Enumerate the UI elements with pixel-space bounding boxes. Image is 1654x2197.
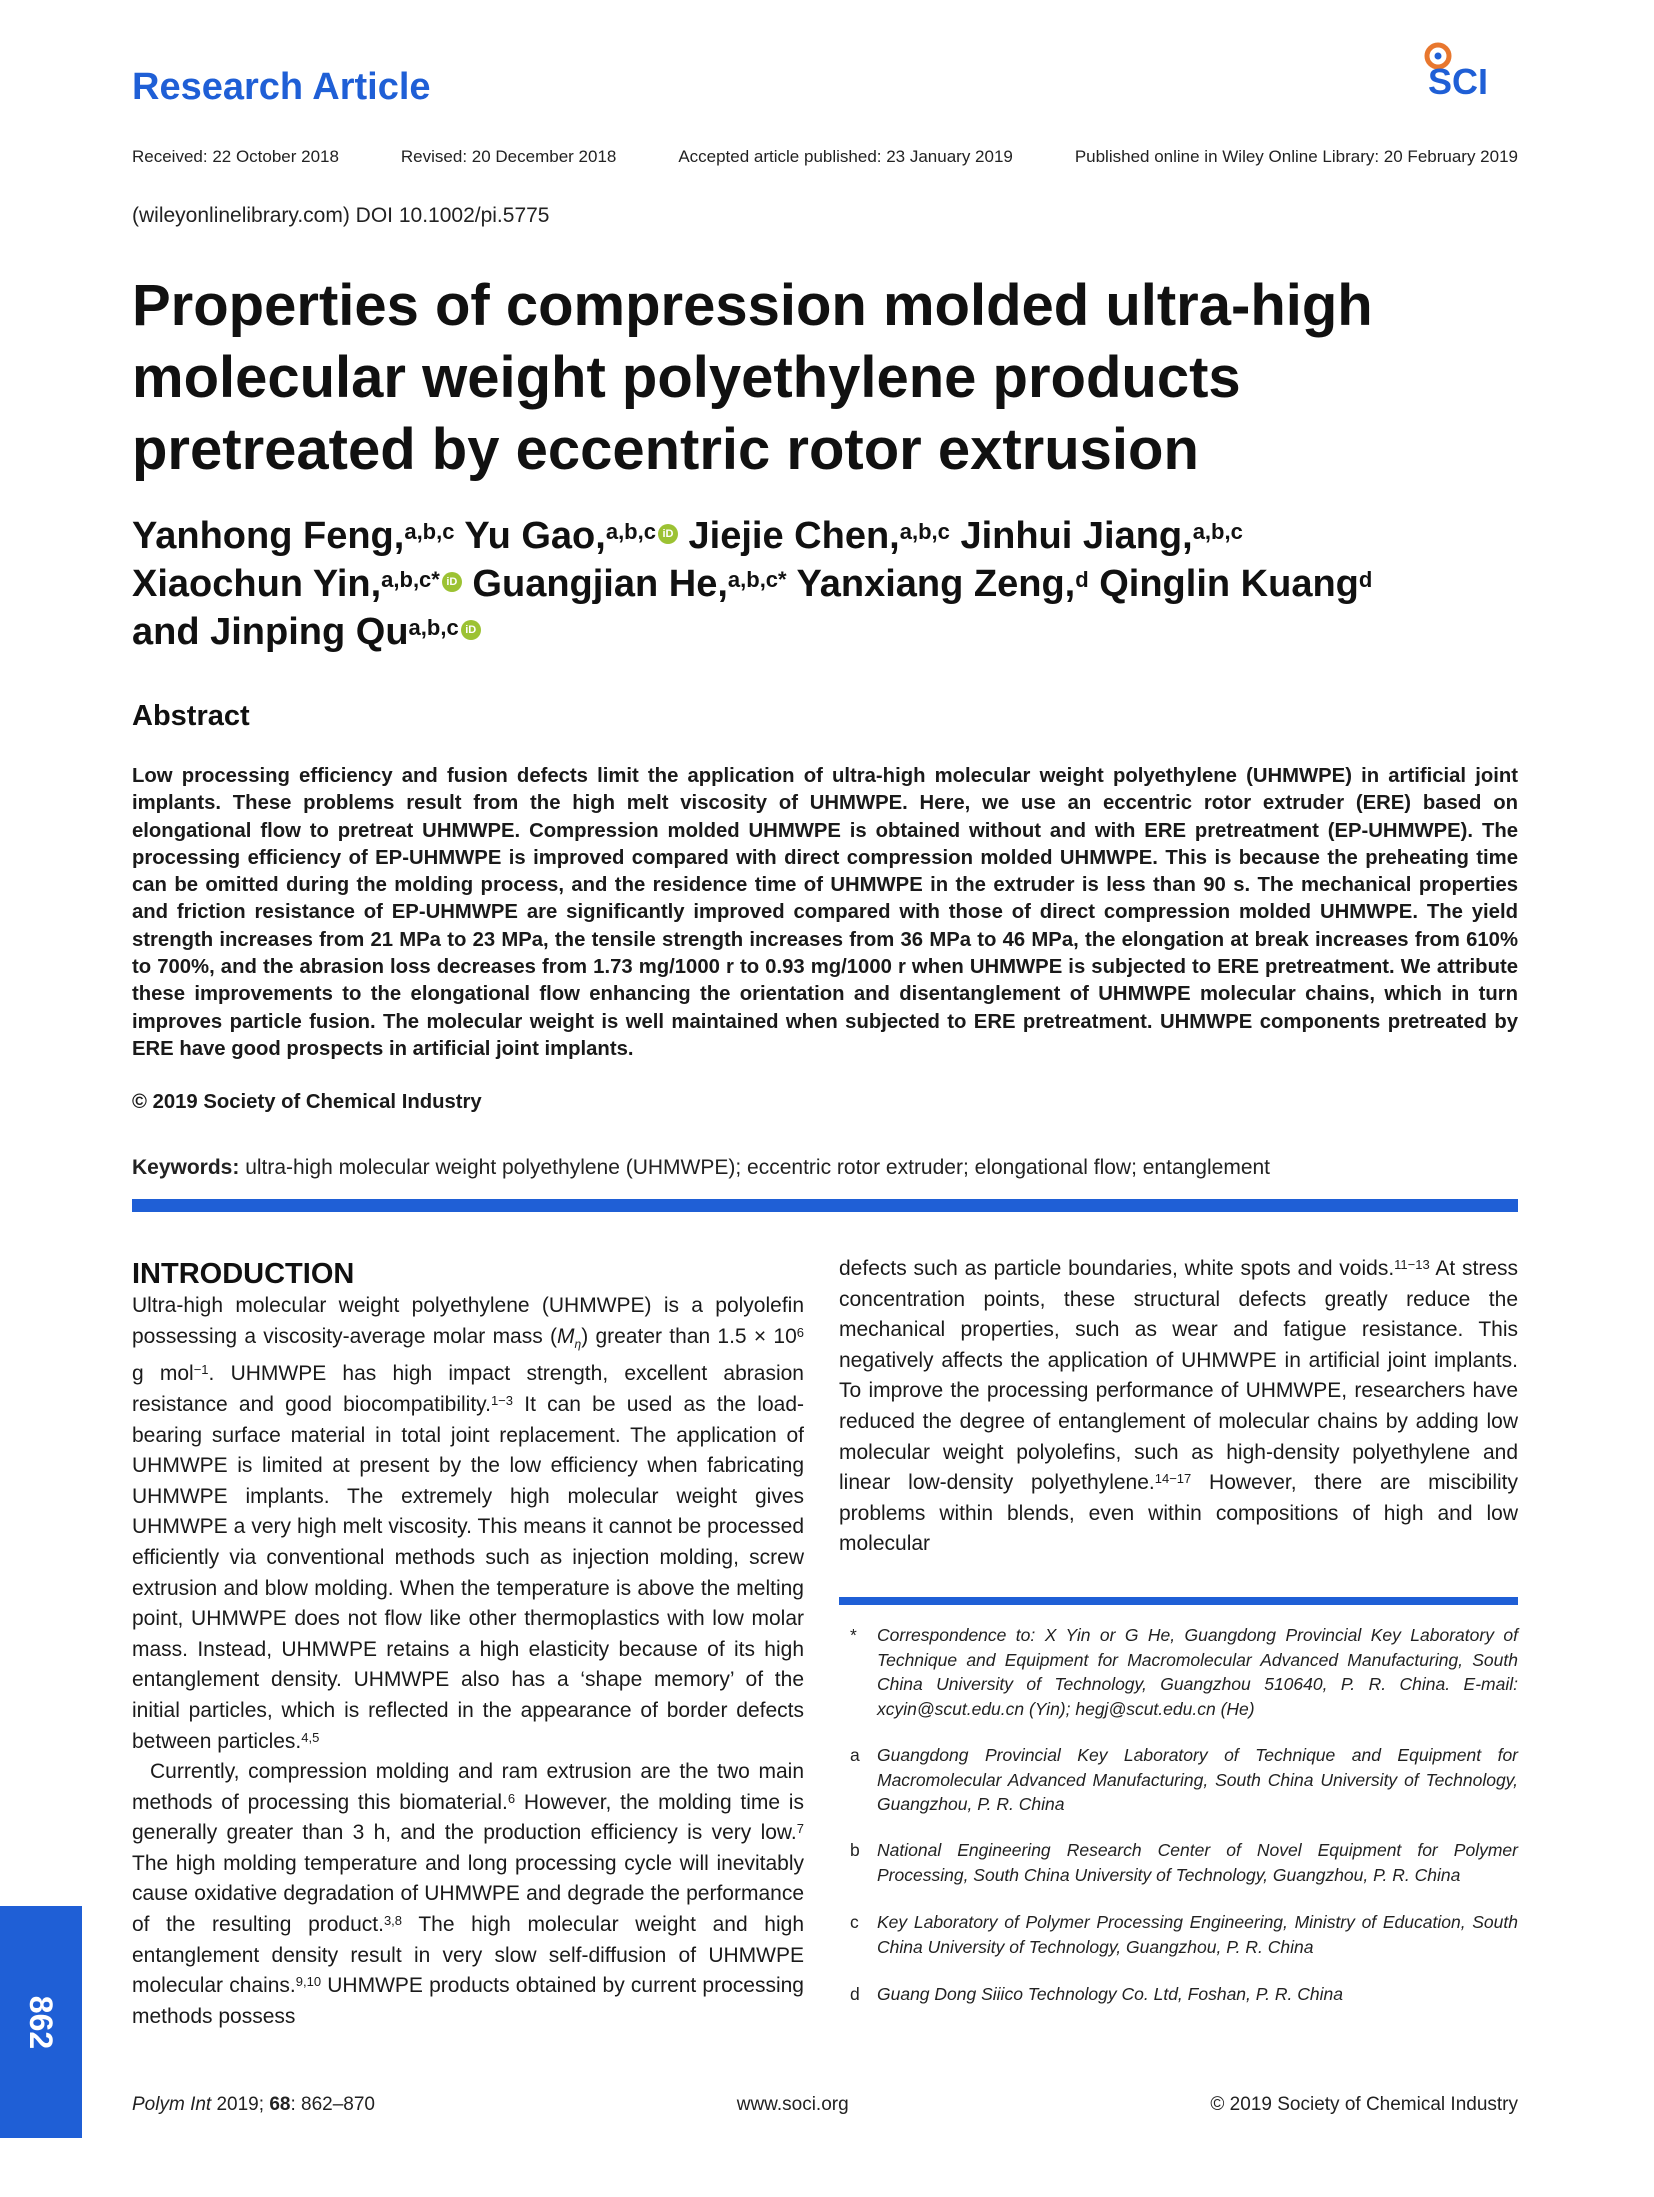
column-left [132,1257,804,2032]
author[interactable]: and Jinping Qu$^{a,b,c}$ iD [132,611,481,653]
orcid-icon[interactable]: iD [658,524,678,544]
keywords-label: Keywords: [132,1156,240,1179]
keywords-text: ultra-high molecular weight polyethylene (UHMWPE); eccentric rotor extruder; elongational flow; entanglement [239,1156,1271,1179]
author[interactable]: Xiaochun Yin,$^{a,b,c*}$ iD [132,563,462,605]
citation[interactable]: 4,5 [301,1729,320,1745]
intro-paragraph-2: Currently, compression molding and ram extrusion are the two main methods of processing this biomaterial.$^6$ However, the molding time is generally greater than 3 h, and the production efficiency is very low.$^7$ The high molding temperature and long processing cycle will inevitably cause oxidative degradation of UHMWPE and degrade the performance of the resulting product.$^{3,8}$ The high molecular weight and high entanglement density result in very slow self-diffusion of UHMWPE molecular chains.$^{9,10}$ UHMWPE products obtained by current processing methods possess [132,1760,804,2028]
keywords [132,1156,1518,1180]
column-right [839,1254,1518,1560]
abstract-text: Low processing efficiency and fusion defects limit the application of ultra-high molecular weight polyethylene (UHMWPE) in artificial joint implants. These problems result from the high melt viscosity of UHMWPE. Here, we use an eccentric rotor extruder (ERE) based on elongational flow to pretreat UHMWPE. Compression molded UHMWPE is obtained without and with ERE pretreatment (EP-UHMWPE). The processing efficiency of EP-UHMWPE is improved compared with direct compression molded UHMWPE. This is because the preheating time can be omitted during the molding process, and the residence time of UHMWPE in the extruder is less than 90 s. The mechanical properties and friction resistance of EP-UHMWPE are significantly improved compared with those of direct compression molded UHMWPE. The yield strength increases from 21 MPa to 23 MPa, the tensile strength increases from 36 MPa to 46 MPa, the elongation at break increases from 610% to 700%, and the abrasion loss decreases from 1.73 mg/1000 r to 0.93 mg/1000 r when UHMWPE is subjected to ERE pretreatment. We attribute these improvements to the elongational flow enhancing the orientation and disentanglement of UHMWPE molecular chains, which in turn improves particle fusion. The molecular weight is well maintained when subjected to ERE pretreatment. UHMWPE components pretreated by ERE have good prospects in artificial joint implants. [132,765,1518,1060]
citation[interactable]: 1−3 [490,1392,514,1408]
website-link[interactable]: www.soci.org [736,2094,849,2115]
logo-text: SCI [1427,61,1489,102]
article-title: Properties of compression molded ultra-high molecular weight polyethylene products pretreated by eccentric rotor extrusion [132,273,1373,482]
introduction-heading: INTRODUCTION [132,1258,355,1290]
sci-logo-icon [1396,36,1518,108]
accepted-date: Accepted article published: 23 January 2019 [678,147,1013,166]
sci-logo [1396,36,1518,108]
received-date: Received: 22 October 2018 [132,147,339,166]
page-footer [132,2094,1518,2116]
author[interactable]: Jiejie Chen,$^{a,b,c}$ [688,515,950,557]
author[interactable]: Yanhong Feng,$^{a,b,c}$ [132,515,455,557]
footer-copyright: © 2019 Society of Chemical Industry [1210,2094,1518,2115]
author-list [132,512,1522,656]
author[interactable]: Yanxiang Zeng,$^d$ [796,563,1089,605]
intro-paragraph-3: defects such as particle boundaries, white spots and voids.$^{11-13}$ At stress concentration points, these structural defects greatly reduce the mechanical properties, such as wear and fatigue resistance. This negatively affects the application of UHMWPE in artificial joint implants. To improve the processing performance of UHMWPE, researchers have reduced the degree of entanglement of molecular chains by adding low molecular weight polyolefins, such as high-density polyethylene and linear low-density polyethylene.$^{14-17}$ However, there are miscibility problems within blends, even within compositions of high and low molecular [839,1257,1518,1556]
journal-citation: Polym Int 2019; 68: 862–870 [132,2094,375,2115]
page-number: 862 [23,1995,60,2049]
revised-date: Revised: 20 December 2018 [400,147,617,166]
citation[interactable]: 14−17 [1154,1471,1192,1487]
publication-dates [132,147,1518,167]
footnote-divider [839,1597,1518,1605]
citation[interactable]: 11−13 [1394,1257,1430,1272]
abstract-copyright: © 2019 Society of Chemical Industry [132,1091,482,1113]
citation[interactable]: 9,10 [295,1974,322,1990]
intro-paragraph-1: Ultra-high molecular weight polyethylene (UHMWPE) is a polyolefin possessing a viscosity-average molar mass $(M_\eta)$ greater than $1.5 \times 10^6$ g mol$^{-1}$. UHMWPE has high impact strength, excellent abrasion resistance and good biocompatibility.$^{1-3}$ It can be used as the load-bearing surface material in total joint replacement. The application of UHMWPE is limited at present by the low efficiency when fabricating UHMWPE implants. The extremely high molecular weight gives UHMWPE a very high melt viscosity. This means it cannot be processed efficiently via conventional methods such as injection molding, screw extrusion and blow molding. When the temperature is above the melting point, UHMWPE does not flow like other thermoplastics with low molar mass. Instead, UHMWPE retains a high elasticity because of its high entanglement density. UHMWPE also has a ‘shape memory’ of the initial particles, which is reflected in the appearance of border defects between particles.$^{4,5}$ [132,1294,804,1753]
author[interactable]: Yu Gao,$^{a,b,c}$ iD [464,515,678,557]
author[interactable]: Jinhui Jiang,$^{a,b,c}$ [960,515,1243,557]
author[interactable]: Guangjian He,$^{a,b,c*}$ [472,563,787,605]
footnote-affiliation-a: a Guangdong Provincial Key Laboratory of Technique and Equipment for Macromolecular Advanced Manufacturing, South China University of Technology, Guangzhou, P. R. China [850,1745,1518,1815]
footnote-correspondence: * Correspondence to: X Yin or G He, Guangdong Provincial Key Laboratory of Technique and Equipment for Macromolecular Advanced Manufacturing, South China University of Technology, Guangzhou 510640, P. R. China. E-mail: xcyin@scut.edu.cn (Yin); hegj@scut.edu.cn (He) [850,1625,1518,1719]
published-date: Published online in Wiley Online Library: 20 February 2019 [1074,147,1518,166]
abstract-heading: Abstract [132,700,250,732]
footnote-affiliation-d: d Guang Dong Siiico Technology Co. Ltd, Foshan, P. R. China [850,1984,1343,2004]
citation[interactable]: 6 [507,1790,516,1806]
article-type-banner: Research Article [132,66,431,108]
doi-line[interactable]: (wileyonlinelibrary.com) DOI 10.1002/pi.5775 [132,204,550,227]
author[interactable]: Qinglin Kuang$^d$ [1099,563,1373,605]
orcid-icon[interactable]: iD [442,572,462,592]
section-divider [132,1199,1518,1212]
footnote-affiliation-b: b National Engineering Research Center of Novel Equipment for Polymer Processing, South China University of Technology, Guangzhou, P. R. China [850,1840,1518,1885]
citation[interactable]: 3,8 [383,1913,403,1929]
footnote-affiliation-c: c Key Laboratory of Polymer Processing Engineering, Ministry of Education, South China University of Technology, Guangzhou, P. R. China [850,1912,1518,1957]
orcid-icon[interactable]: iD [461,620,481,640]
citation[interactable]: 7 [796,1821,804,1837]
